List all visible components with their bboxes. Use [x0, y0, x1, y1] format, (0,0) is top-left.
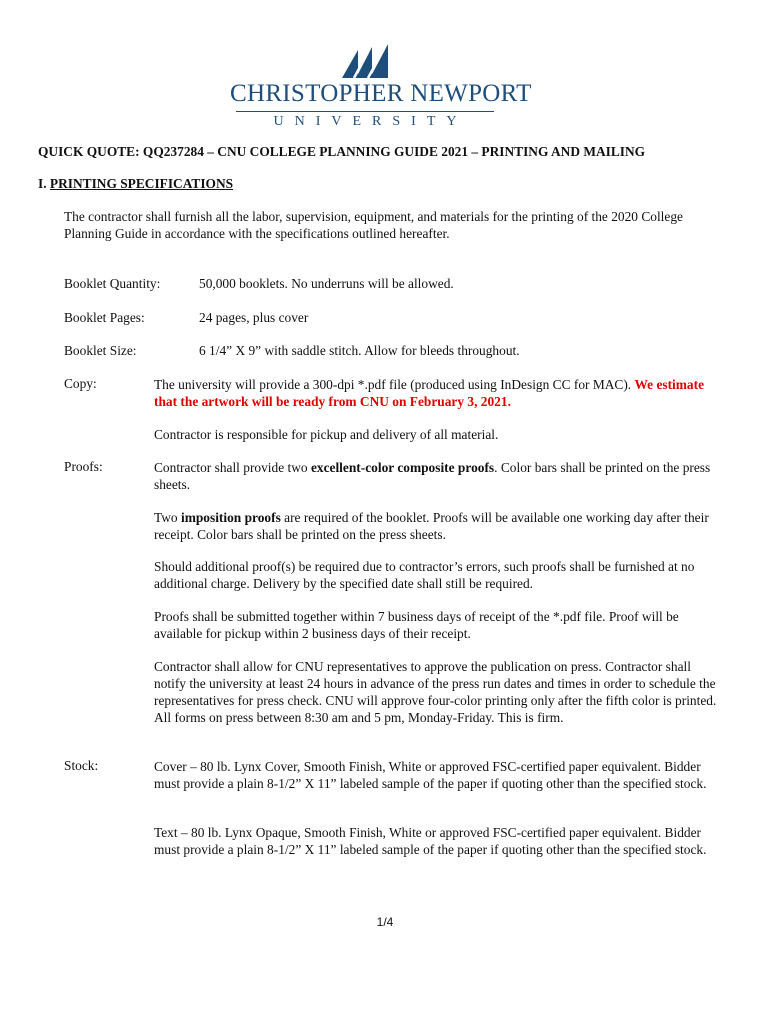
spec-label-quantity: Booklet Quantity: — [64, 276, 161, 291]
spec-value-quantity: 50,000 booklets. No underruns will be allowed. — [199, 276, 454, 291]
artwork-date-notice: We estimate that the artwork will be ready from CNU on February 3, 2021. — [154, 377, 705, 409]
proofs-paragraph-2 — [154, 509, 724, 543]
proofs-paragraph-3: Should additional proof(s) be required due to contractor’s errors, such proofs shall be furnished at no additional charge. Delivery by the specified date shall still be required. — [154, 559, 695, 591]
proofs-paragraph-1 — [154, 459, 724, 493]
copy-text: The university will provide a 300-dpi *.pdf file (produced using InDesign CC for MAC). — [154, 377, 635, 392]
document-title: QUICK QUOTE: QQ237284 – CNU COLLEGE PLANNING GUIDE 2021 – PRINTING AND MAILING — [38, 144, 646, 159]
section-number: I. — [38, 176, 47, 191]
intro-paragraph: The contractor shall furnish all the labor, supervision, equipment, and materials for the printing of the 2020 College Planning Guide in accordance with the specifications outlined hereafter. — [64, 209, 683, 241]
stock-paragraph-2: Text – 80 lb. Lynx Opaque, Smooth Finish, White or approved FSC-certified paper equivalent. Bidder must provide a plain 8-1/2” X 11” labeled sample of the paper if quoting other than the specified stock. — [154, 825, 707, 857]
copy-paragraph-2: Contractor is responsible for pickup and delivery of all material. — [154, 427, 499, 442]
section-heading — [38, 176, 233, 192]
proofs-text: Contractor shall provide two — [154, 460, 311, 475]
spec-label-size: Booklet Size: — [64, 343, 137, 358]
copy-label: Copy: — [64, 376, 97, 391]
proofs-text: are required of the booklet. Proofs will be available one working day after their receipt. Color bars shall be printed on the press sheets. — [154, 510, 709, 542]
logo-divider — [236, 111, 494, 112]
stock-paragraph-1: Cover – 80 lb. Lynx Cover, Smooth Finish, White or approved FSC-certified paper equivalent. Bidder must provide a plain 8-1/2” X 11” labeled sample of the paper if quoting other than the specified stock. — [154, 759, 707, 791]
university-logo — [230, 44, 532, 129]
copy-paragraph-1 — [154, 376, 724, 410]
proofs-emphasis: imposition proofs — [180, 510, 281, 525]
spec-label-pages: Booklet Pages: — [64, 310, 145, 325]
spec-value-pages: 24 pages, plus cover — [199, 310, 309, 325]
stock-label: Stock: — [64, 758, 99, 773]
logo-wordmark: CHRISTOPHER NEWPORT — [230, 80, 532, 107]
spec-value-size: 6 1/4” X 9” with saddle stitch. Allow for bleeds throughout. — [199, 343, 520, 358]
proofs-label: Proofs: — [64, 459, 103, 474]
page-number: 1/4 — [376, 915, 394, 929]
section-label: PRINTING SPECIFICATIONS — [49, 176, 234, 191]
proofs-emphasis: excellent-color composite proofs — [310, 460, 495, 475]
proofs-text: . Color bars shall be printed on the press sheets. — [154, 460, 711, 492]
proofs-text: Two — [154, 510, 181, 525]
proofs-paragraph-4: Proofs shall be submitted together within 7 business days of receipt of the *.pdf file. Proof will be available for pickup within 2 business days of their receipt. — [154, 609, 679, 641]
logo-subtitle: UNIVERSITY — [273, 114, 468, 129]
sail-logo-icon — [342, 44, 390, 78]
proofs-paragraph-5: Contractor shall allow for CNU representatives to approve the publication on press. Contractor shall notify the university at least 24 hours in advance of the press run dates and times in order to schedule the representatives for press check. CNU will approve four-color printing only after the fifth color is printed. All forms on press between 8:30 am and 5 pm, Monday-Friday. This is firm. — [154, 659, 717, 725]
